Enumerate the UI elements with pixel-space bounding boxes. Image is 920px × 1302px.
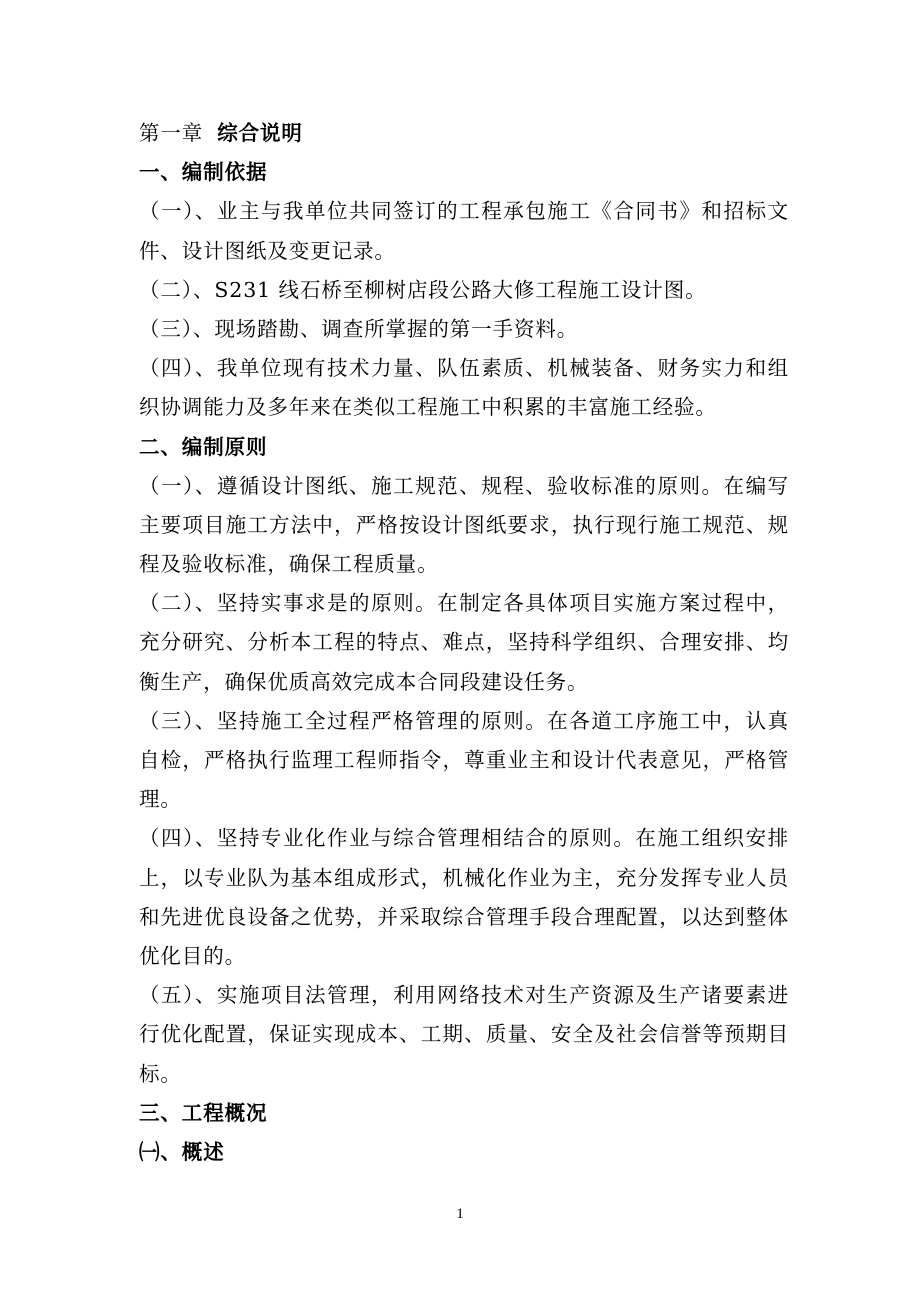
paragraph-line: （四）、坚持专业化作业与综合管理相结合的原则。在施工组织安排 <box>139 826 789 851</box>
paragraph <box>139 467 789 585</box>
paragraph-line: 主要项目施工方法中，严格按设计图纸要求，执行现行施工规范、规 <box>139 512 789 537</box>
chapter-heading <box>139 114 789 153</box>
paragraph-line: 程及验收标准，确保工程质量。 <box>139 552 439 577</box>
paragraph <box>139 192 789 270</box>
paragraph-line: （一）、遵循设计图纸、施工规范、规程、验收标准的原则。在编写 <box>139 473 789 498</box>
paragraph-line: （四）、我单位现有技术力量、队伍素质、机械装备、财务实力和组 <box>139 356 789 381</box>
section-heading: 三、工程概况 <box>139 1100 268 1125</box>
paragraph <box>139 584 789 702</box>
paragraph-line: （二）、S231 线石桥至柳树店段公路大修工程施工设计图。 <box>139 277 707 302</box>
paragraph <box>139 976 789 1094</box>
paragraph <box>139 349 789 427</box>
sections-container <box>139 153 789 1133</box>
paragraph-line: （三）、现场踏勘、调查所掌握的第一手资料。 <box>139 316 579 341</box>
paragraph-line: （二）、坚持实事求是的原则。在制定各具体项目实施方案过程中， <box>139 591 789 616</box>
paragraph <box>139 819 789 976</box>
document-body <box>139 114 789 1172</box>
paragraph-line: 行优化配置，保证实现成本、工期、质量、安全及社会信誉等预期目 <box>139 1022 789 1047</box>
paragraph <box>139 271 789 310</box>
paragraph-line: 优化目的。 <box>139 943 246 968</box>
section-heading: 二、编制原则 <box>139 434 268 459</box>
paragraph-line: 充分研究、分析本工程的特点、难点，坚持科学组织、合理安排、均 <box>139 630 789 655</box>
paragraph-line: 标。 <box>139 1061 182 1086</box>
paragraph-line: （三）、坚持施工全过程严格管理的原则。在各道工序施工中，认真 <box>139 708 789 733</box>
paragraph-line: 织协调能力及多年来在类似工程施工中积累的丰富施工经验。 <box>139 395 717 420</box>
chapter-number: 第一章 <box>139 121 204 145</box>
chapter-title: 综合说明 <box>217 121 303 145</box>
paragraph-line: （一）、业主与我单位共同签订的工程承包施工《合同书》和招标文 <box>139 199 789 224</box>
paragraph-line: 上，以专业队为基本组成形式，机械化作业为主，充分发挥专业人员 <box>139 865 789 890</box>
paragraph <box>139 310 789 349</box>
paragraph <box>139 702 789 820</box>
section-heading: 一、编制依据 <box>139 160 268 185</box>
paragraph-line: 理。 <box>139 787 182 812</box>
paragraph-line: 衡生产，确保优质高效完成本合同段建设任务。 <box>139 669 589 694</box>
paragraph-line: （五）、实施项目法管理，利用网络技术对生产资源及生产诸要素进 <box>139 983 789 1008</box>
page-number: 1 <box>456 1206 464 1222</box>
paragraph-line: 和先进优良设备之优势，并采取综合管理手段合理配置，以达到整体 <box>139 904 789 929</box>
paragraph-line: 自检，严格执行监理工程师指令，尊重业主和设计代表意见，严格管 <box>139 748 789 772</box>
paragraph-line: 件、设计图纸及变更记录。 <box>139 238 396 263</box>
subsection-heading: ㈠、概述 <box>139 1139 225 1164</box>
